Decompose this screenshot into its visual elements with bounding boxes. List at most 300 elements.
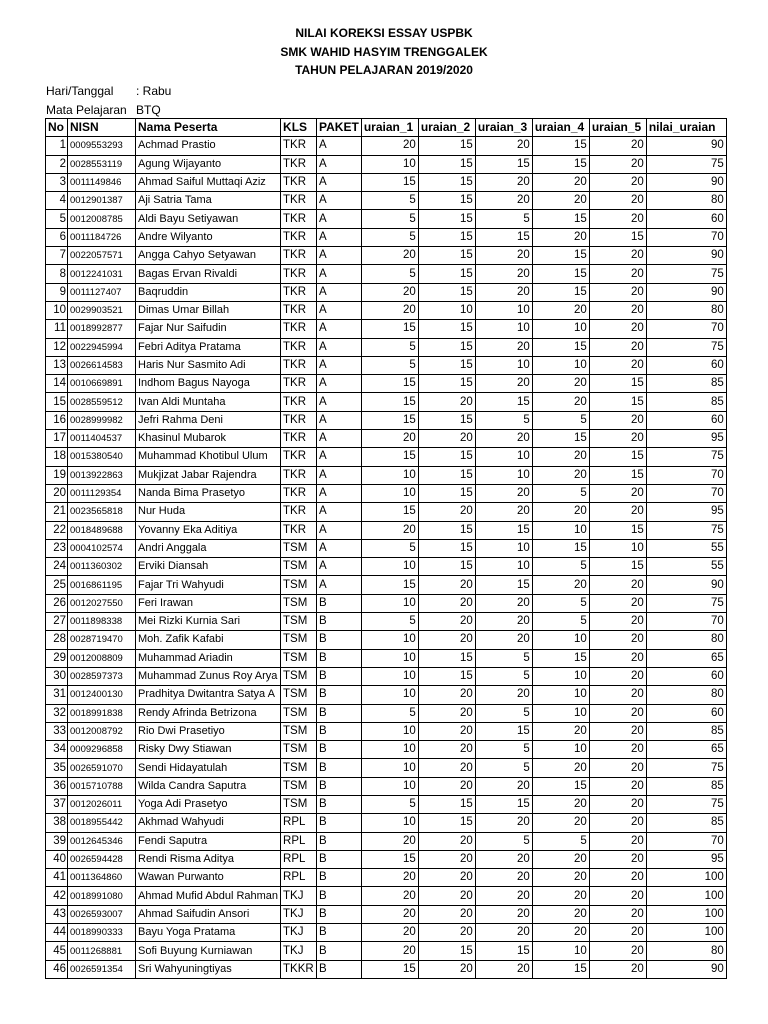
table-cell: 15 xyxy=(418,484,475,502)
table-cell: 70 xyxy=(646,484,726,502)
table-cell: 20 xyxy=(475,173,532,191)
table-cell: 6 xyxy=(46,228,68,246)
table-cell: B xyxy=(317,905,362,923)
table-cell: 20 xyxy=(361,137,418,155)
table-row xyxy=(46,649,727,667)
table-cell: Wilda Candra Saputra xyxy=(136,777,281,795)
table-cell: 34 xyxy=(46,741,68,759)
table-cell: 15 xyxy=(418,521,475,539)
table-cell: TSM xyxy=(281,777,317,795)
table-cell: 0028553119 xyxy=(68,155,136,173)
table-cell: 70 xyxy=(646,466,726,484)
table-cell: TKR xyxy=(281,338,317,356)
table-cell: TKR xyxy=(281,210,317,228)
table-cell: Ahmad Saifudin Ansori xyxy=(136,905,281,923)
table-cell: 15 xyxy=(475,228,532,246)
table-cell: 20 xyxy=(589,338,646,356)
table-cell: 95 xyxy=(646,430,726,448)
table-row xyxy=(46,448,727,466)
table-cell: 10 xyxy=(475,448,532,466)
table-cell: Agung Wijayanto xyxy=(136,155,281,173)
table-cell: 0004102574 xyxy=(68,539,136,557)
table-cell: 20 xyxy=(589,503,646,521)
table-cell: 80 xyxy=(646,942,726,960)
table-cell: A xyxy=(317,430,362,448)
table-cell: Yoga Adi Prasetyo xyxy=(136,795,281,813)
table-row xyxy=(46,795,727,813)
table-cell: Fendi Saputra xyxy=(136,832,281,850)
table-cell: 15 xyxy=(475,155,532,173)
table-cell: 0011149846 xyxy=(68,173,136,191)
table-row xyxy=(46,576,727,594)
table-cell: TKJ xyxy=(281,887,317,905)
table-row xyxy=(46,283,727,301)
table-cell: 20 xyxy=(361,832,418,850)
table-cell: 15 xyxy=(589,393,646,411)
table-cell: 75 xyxy=(646,265,726,283)
table-cell: 10 xyxy=(418,301,475,319)
table-cell: 7 xyxy=(46,247,68,265)
table-cell: 90 xyxy=(646,576,726,594)
table-cell: 30 xyxy=(46,667,68,685)
table-cell: 10 xyxy=(532,521,589,539)
table-cell: 85 xyxy=(646,814,726,832)
table-cell: 10 xyxy=(361,594,418,612)
table-cell: 0018489688 xyxy=(68,521,136,539)
table-cell: 0018990333 xyxy=(68,924,136,942)
table-cell: Fajar Nur Saifudin xyxy=(136,320,281,338)
table-cell: A xyxy=(317,210,362,228)
table-cell: 5 xyxy=(532,411,589,429)
table-cell: 75 xyxy=(646,338,726,356)
table-cell: 10 xyxy=(475,539,532,557)
table-cell: A xyxy=(317,539,362,557)
table-cell: B xyxy=(317,942,362,960)
table-row xyxy=(46,594,727,612)
table-cell: 80 xyxy=(646,686,726,704)
table-cell: 33 xyxy=(46,722,68,740)
table-cell: 10 xyxy=(475,558,532,576)
table-cell: TKR xyxy=(281,430,317,448)
table-cell: 20 xyxy=(589,814,646,832)
table-cell: 28 xyxy=(46,631,68,649)
table-cell: Dimas Umar Billah xyxy=(136,301,281,319)
table-cell: 20 xyxy=(532,192,589,210)
table-cell: B xyxy=(317,777,362,795)
table-cell: 15 xyxy=(418,375,475,393)
table-cell: 0023565818 xyxy=(68,503,136,521)
table-cell: Sri Wahyuningtiyas xyxy=(136,960,281,978)
table-row xyxy=(46,210,727,228)
table-cell: 60 xyxy=(646,210,726,228)
table-cell: 55 xyxy=(646,539,726,557)
table-cell: B xyxy=(317,613,362,631)
table-cell: 8 xyxy=(46,265,68,283)
table-cell: 15 xyxy=(589,228,646,246)
table-cell: 15 xyxy=(532,430,589,448)
table-row xyxy=(46,686,727,704)
table-cell: 20 xyxy=(475,594,532,612)
table-cell: 10 xyxy=(361,484,418,502)
table-cell: 20 xyxy=(589,411,646,429)
table-cell: Moh. Zafik Kafabi xyxy=(136,631,281,649)
table-cell: 20 xyxy=(418,576,475,594)
table-cell: 20 xyxy=(532,173,589,191)
table-row xyxy=(46,192,727,210)
table-cell: 10 xyxy=(361,558,418,576)
table-cell: 5 xyxy=(532,558,589,576)
table-cell: B xyxy=(317,924,362,942)
table-cell: Pradhitya Dwitantra Satya A xyxy=(136,686,281,704)
table-cell: 5 xyxy=(361,356,418,374)
table-cell: 15 xyxy=(418,247,475,265)
table-cell: Rendy Afrinda Betrizona xyxy=(136,704,281,722)
table-cell: 20 xyxy=(532,228,589,246)
table-cell: 15 xyxy=(418,411,475,429)
table-cell: 20 xyxy=(475,924,532,942)
table-cell: 20 xyxy=(475,814,532,832)
table-cell: 24 xyxy=(46,558,68,576)
table-cell: Muhammad Zunus Roy Arya xyxy=(136,667,281,685)
table-row xyxy=(46,430,727,448)
table-cell: 100 xyxy=(646,887,726,905)
table-cell: B xyxy=(317,686,362,704)
table-cell: 23 xyxy=(46,539,68,557)
table-cell: 20 xyxy=(361,521,418,539)
table-cell: TKR xyxy=(281,320,317,338)
table-cell: B xyxy=(317,887,362,905)
table-cell: 20 xyxy=(532,905,589,923)
table-cell: 20 xyxy=(532,503,589,521)
table-cell: A xyxy=(317,228,362,246)
table-cell: 15 xyxy=(589,558,646,576)
table-cell: B xyxy=(317,850,362,868)
table-cell: 39 xyxy=(46,832,68,850)
table-cell: 75 xyxy=(646,448,726,466)
table-cell: Mei Rizki Kurnia Sari xyxy=(136,613,281,631)
table-cell: TSM xyxy=(281,649,317,667)
table-cell: 10 xyxy=(532,942,589,960)
table-cell: 15 xyxy=(532,247,589,265)
table-cell: 10 xyxy=(361,759,418,777)
table-cell: B xyxy=(317,704,362,722)
column-header: Nama Peserta xyxy=(136,119,281,137)
column-header: nilai_uraian xyxy=(646,119,726,137)
table-cell: 15 xyxy=(361,411,418,429)
table-cell: 14 xyxy=(46,375,68,393)
table-cell: 0012008785 xyxy=(68,210,136,228)
document-title-line: SMK WAHID HASYIM TRENGGALEK xyxy=(280,44,488,59)
table-cell: RPL xyxy=(281,832,317,850)
table-cell: TSM xyxy=(281,741,317,759)
table-cell: A xyxy=(317,576,362,594)
table-cell: 12 xyxy=(46,338,68,356)
table-row xyxy=(46,247,727,265)
table-cell: 20 xyxy=(589,924,646,942)
table-row xyxy=(46,521,727,539)
table-cell: 15 xyxy=(418,814,475,832)
table-cell: 0018955442 xyxy=(68,814,136,832)
table-cell: TKR xyxy=(281,375,317,393)
table-row xyxy=(46,137,727,155)
table-cell: TKR xyxy=(281,155,317,173)
table-cell: 15 xyxy=(475,521,532,539)
table-cell: 15 xyxy=(418,795,475,813)
table-cell: B xyxy=(317,722,362,740)
table-cell: 15 xyxy=(475,942,532,960)
table-cell: TKR xyxy=(281,393,317,411)
table-cell: 11 xyxy=(46,320,68,338)
table-cell: 80 xyxy=(646,192,726,210)
table-cell: 0013922863 xyxy=(68,466,136,484)
table-cell: TKJ xyxy=(281,905,317,923)
table-cell: Ahmad Mufid Abdul Rahman xyxy=(136,887,281,905)
table-cell: Nur Huda xyxy=(136,503,281,521)
table-cell: 15 xyxy=(589,521,646,539)
table-cell: 0028559512 xyxy=(68,393,136,411)
table-cell: 20 xyxy=(418,631,475,649)
table-cell: 20 xyxy=(475,686,532,704)
table-cell: 20 xyxy=(361,887,418,905)
table-row xyxy=(46,338,727,356)
table-cell: 20 xyxy=(589,667,646,685)
table-cell: 15 xyxy=(418,283,475,301)
table-cell: TKR xyxy=(281,192,317,210)
table-cell: 15 xyxy=(475,795,532,813)
table-cell: TSM xyxy=(281,759,317,777)
table-row xyxy=(46,173,727,191)
table-cell: 44 xyxy=(46,924,68,942)
table-cell: 26 xyxy=(46,594,68,612)
table-cell: 20 xyxy=(532,448,589,466)
table-cell: Rio Dwi Prasetiyo xyxy=(136,722,281,740)
table-cell: 0018991080 xyxy=(68,887,136,905)
table-cell: 5 xyxy=(475,411,532,429)
table-cell: 0011129354 xyxy=(68,484,136,502)
table-cell: 10 xyxy=(475,356,532,374)
table-cell: 20 xyxy=(475,777,532,795)
table-cell: 75 xyxy=(646,594,726,612)
column-header: uraian_1 xyxy=(361,119,418,137)
table-cell: 20 xyxy=(418,503,475,521)
table-cell: 20 xyxy=(589,576,646,594)
table-cell: TKR xyxy=(281,265,317,283)
table-cell: Erviki Diansah xyxy=(136,558,281,576)
table-cell: 20 xyxy=(475,631,532,649)
table-cell: 60 xyxy=(646,704,726,722)
table-cell: 15 xyxy=(532,210,589,228)
table-cell: TKR xyxy=(281,484,317,502)
table-cell: 15 xyxy=(418,320,475,338)
table-cell: B xyxy=(317,960,362,978)
table-cell: 20 xyxy=(532,924,589,942)
table-cell: 0012027550 xyxy=(68,594,136,612)
table-cell: 10 xyxy=(361,777,418,795)
table-cell: 60 xyxy=(646,667,726,685)
table-cell: 5 xyxy=(361,210,418,228)
table-cell: 5 xyxy=(532,594,589,612)
table-cell: 25 xyxy=(46,576,68,594)
table-cell: 20 xyxy=(589,905,646,923)
table-cell: 5 xyxy=(361,704,418,722)
table-cell: 20 xyxy=(418,393,475,411)
table-cell: 20 xyxy=(589,356,646,374)
table-cell: 10 xyxy=(532,686,589,704)
table-cell: 20 xyxy=(418,832,475,850)
table-cell: 10 xyxy=(475,301,532,319)
table-cell: 10 xyxy=(532,741,589,759)
table-cell: A xyxy=(317,247,362,265)
table-cell: 15 xyxy=(532,137,589,155)
column-header: uraian_3 xyxy=(475,119,532,137)
table-cell: 5 xyxy=(361,265,418,283)
table-cell: TSM xyxy=(281,613,317,631)
table-cell: 20 xyxy=(418,594,475,612)
table-cell: 0022945994 xyxy=(68,338,136,356)
table-cell: 100 xyxy=(646,869,726,887)
table-cell: 85 xyxy=(646,393,726,411)
table-cell: 0029903521 xyxy=(68,301,136,319)
table-cell: 22 xyxy=(46,521,68,539)
table-cell: 15 xyxy=(361,960,418,978)
table-cell: 5 xyxy=(475,759,532,777)
table-row xyxy=(46,375,727,393)
table-cell: 10 xyxy=(361,686,418,704)
document-titles xyxy=(0,24,768,80)
table-cell: 20 xyxy=(589,704,646,722)
table-cell: 20 xyxy=(532,301,589,319)
table-cell: A xyxy=(317,484,362,502)
table-cell: TSM xyxy=(281,594,317,612)
table-cell: 20 xyxy=(418,850,475,868)
table-cell: Risky Dwy Stiawan xyxy=(136,741,281,759)
table-cell: 5 xyxy=(361,539,418,557)
table-cell: 20 xyxy=(418,869,475,887)
table-row xyxy=(46,759,727,777)
table-cell: 15 xyxy=(532,338,589,356)
table-cell: 0012901387 xyxy=(68,192,136,210)
table-cell: TKR xyxy=(281,283,317,301)
table-cell: 37 xyxy=(46,795,68,813)
table-cell: 20 xyxy=(589,686,646,704)
table-cell: A xyxy=(317,375,362,393)
table-cell: 20 xyxy=(532,393,589,411)
table-row xyxy=(46,887,727,905)
table-cell: 20 xyxy=(475,503,532,521)
table-cell: 15 xyxy=(361,503,418,521)
table-cell: TSM xyxy=(281,795,317,813)
table-cell: 0022057571 xyxy=(68,247,136,265)
table-cell: 20 xyxy=(589,192,646,210)
table-cell: 20 xyxy=(589,795,646,813)
table-cell: Sofi Buyung Kurniawan xyxy=(136,942,281,960)
meta-value: BTQ xyxy=(136,102,161,117)
table-row xyxy=(46,484,727,502)
table-cell: 5 xyxy=(475,210,532,228)
table-cell: A xyxy=(317,466,362,484)
table-cell: 10 xyxy=(475,466,532,484)
table-cell: 0015380540 xyxy=(68,448,136,466)
table-cell: A xyxy=(317,338,362,356)
table-cell: 85 xyxy=(646,375,726,393)
table-row xyxy=(46,503,727,521)
table-cell: 15 xyxy=(361,448,418,466)
table-cell: 20 xyxy=(418,887,475,905)
table-cell: 95 xyxy=(646,503,726,521)
table-cell: 75 xyxy=(646,795,726,813)
table-cell: 20 xyxy=(475,484,532,502)
table-cell: Indhom Bagus Nayoga xyxy=(136,375,281,393)
table-cell: TKJ xyxy=(281,924,317,942)
table-cell: B xyxy=(317,667,362,685)
table-row xyxy=(46,393,727,411)
table-row xyxy=(46,631,727,649)
table-cell: 20 xyxy=(361,942,418,960)
table-cell: 15 xyxy=(589,375,646,393)
table-cell: 15 xyxy=(418,265,475,283)
column-header: No xyxy=(46,119,68,137)
table-cell: A xyxy=(317,155,362,173)
table-cell: 15 xyxy=(532,960,589,978)
table-row xyxy=(46,850,727,868)
table-cell: 80 xyxy=(646,301,726,319)
table-cell: A xyxy=(317,503,362,521)
table-cell: 20 xyxy=(361,283,418,301)
document-meta xyxy=(46,82,171,119)
table-cell: Andri Anggala xyxy=(136,539,281,557)
table-cell: 10 xyxy=(361,722,418,740)
table-cell: 5 xyxy=(361,338,418,356)
table-cell: 17 xyxy=(46,430,68,448)
table-cell: 20 xyxy=(361,430,418,448)
table-cell: A xyxy=(317,192,362,210)
table-cell: 20 xyxy=(589,265,646,283)
table-cell: 15 xyxy=(361,375,418,393)
table-cell: Nanda Bima Prasetyo xyxy=(136,484,281,502)
table-cell: Haris Nur Sasmito Adi xyxy=(136,356,281,374)
table-cell: 20 xyxy=(418,686,475,704)
table-cell: TKR xyxy=(281,137,317,155)
table-cell: A xyxy=(317,558,362,576)
table-cell: 0028999982 xyxy=(68,411,136,429)
table-header-row xyxy=(46,119,727,137)
table-cell: 21 xyxy=(46,503,68,521)
table-cell: 90 xyxy=(646,247,726,265)
table-cell: 15 xyxy=(418,558,475,576)
table-cell: 65 xyxy=(646,649,726,667)
table-cell: 5 xyxy=(361,613,418,631)
table-cell: 0012008809 xyxy=(68,649,136,667)
table-cell: 20 xyxy=(589,247,646,265)
table-cell: 10 xyxy=(361,814,418,832)
table-cell: 5 xyxy=(361,192,418,210)
table-cell: 18 xyxy=(46,448,68,466)
table-cell: 15 xyxy=(532,539,589,557)
table-cell: 15 xyxy=(418,192,475,210)
table-cell: 20 xyxy=(475,905,532,923)
table-cell: 20 xyxy=(589,430,646,448)
table-cell: 43 xyxy=(46,905,68,923)
table-cell: 35 xyxy=(46,759,68,777)
table-cell: 20 xyxy=(475,247,532,265)
table-row xyxy=(46,704,727,722)
table-cell: 20 xyxy=(589,594,646,612)
table-cell: RPL xyxy=(281,869,317,887)
table-cell: 20 xyxy=(418,905,475,923)
table-row xyxy=(46,301,727,319)
table-cell: 20 xyxy=(418,759,475,777)
table-cell: 20 xyxy=(418,613,475,631)
